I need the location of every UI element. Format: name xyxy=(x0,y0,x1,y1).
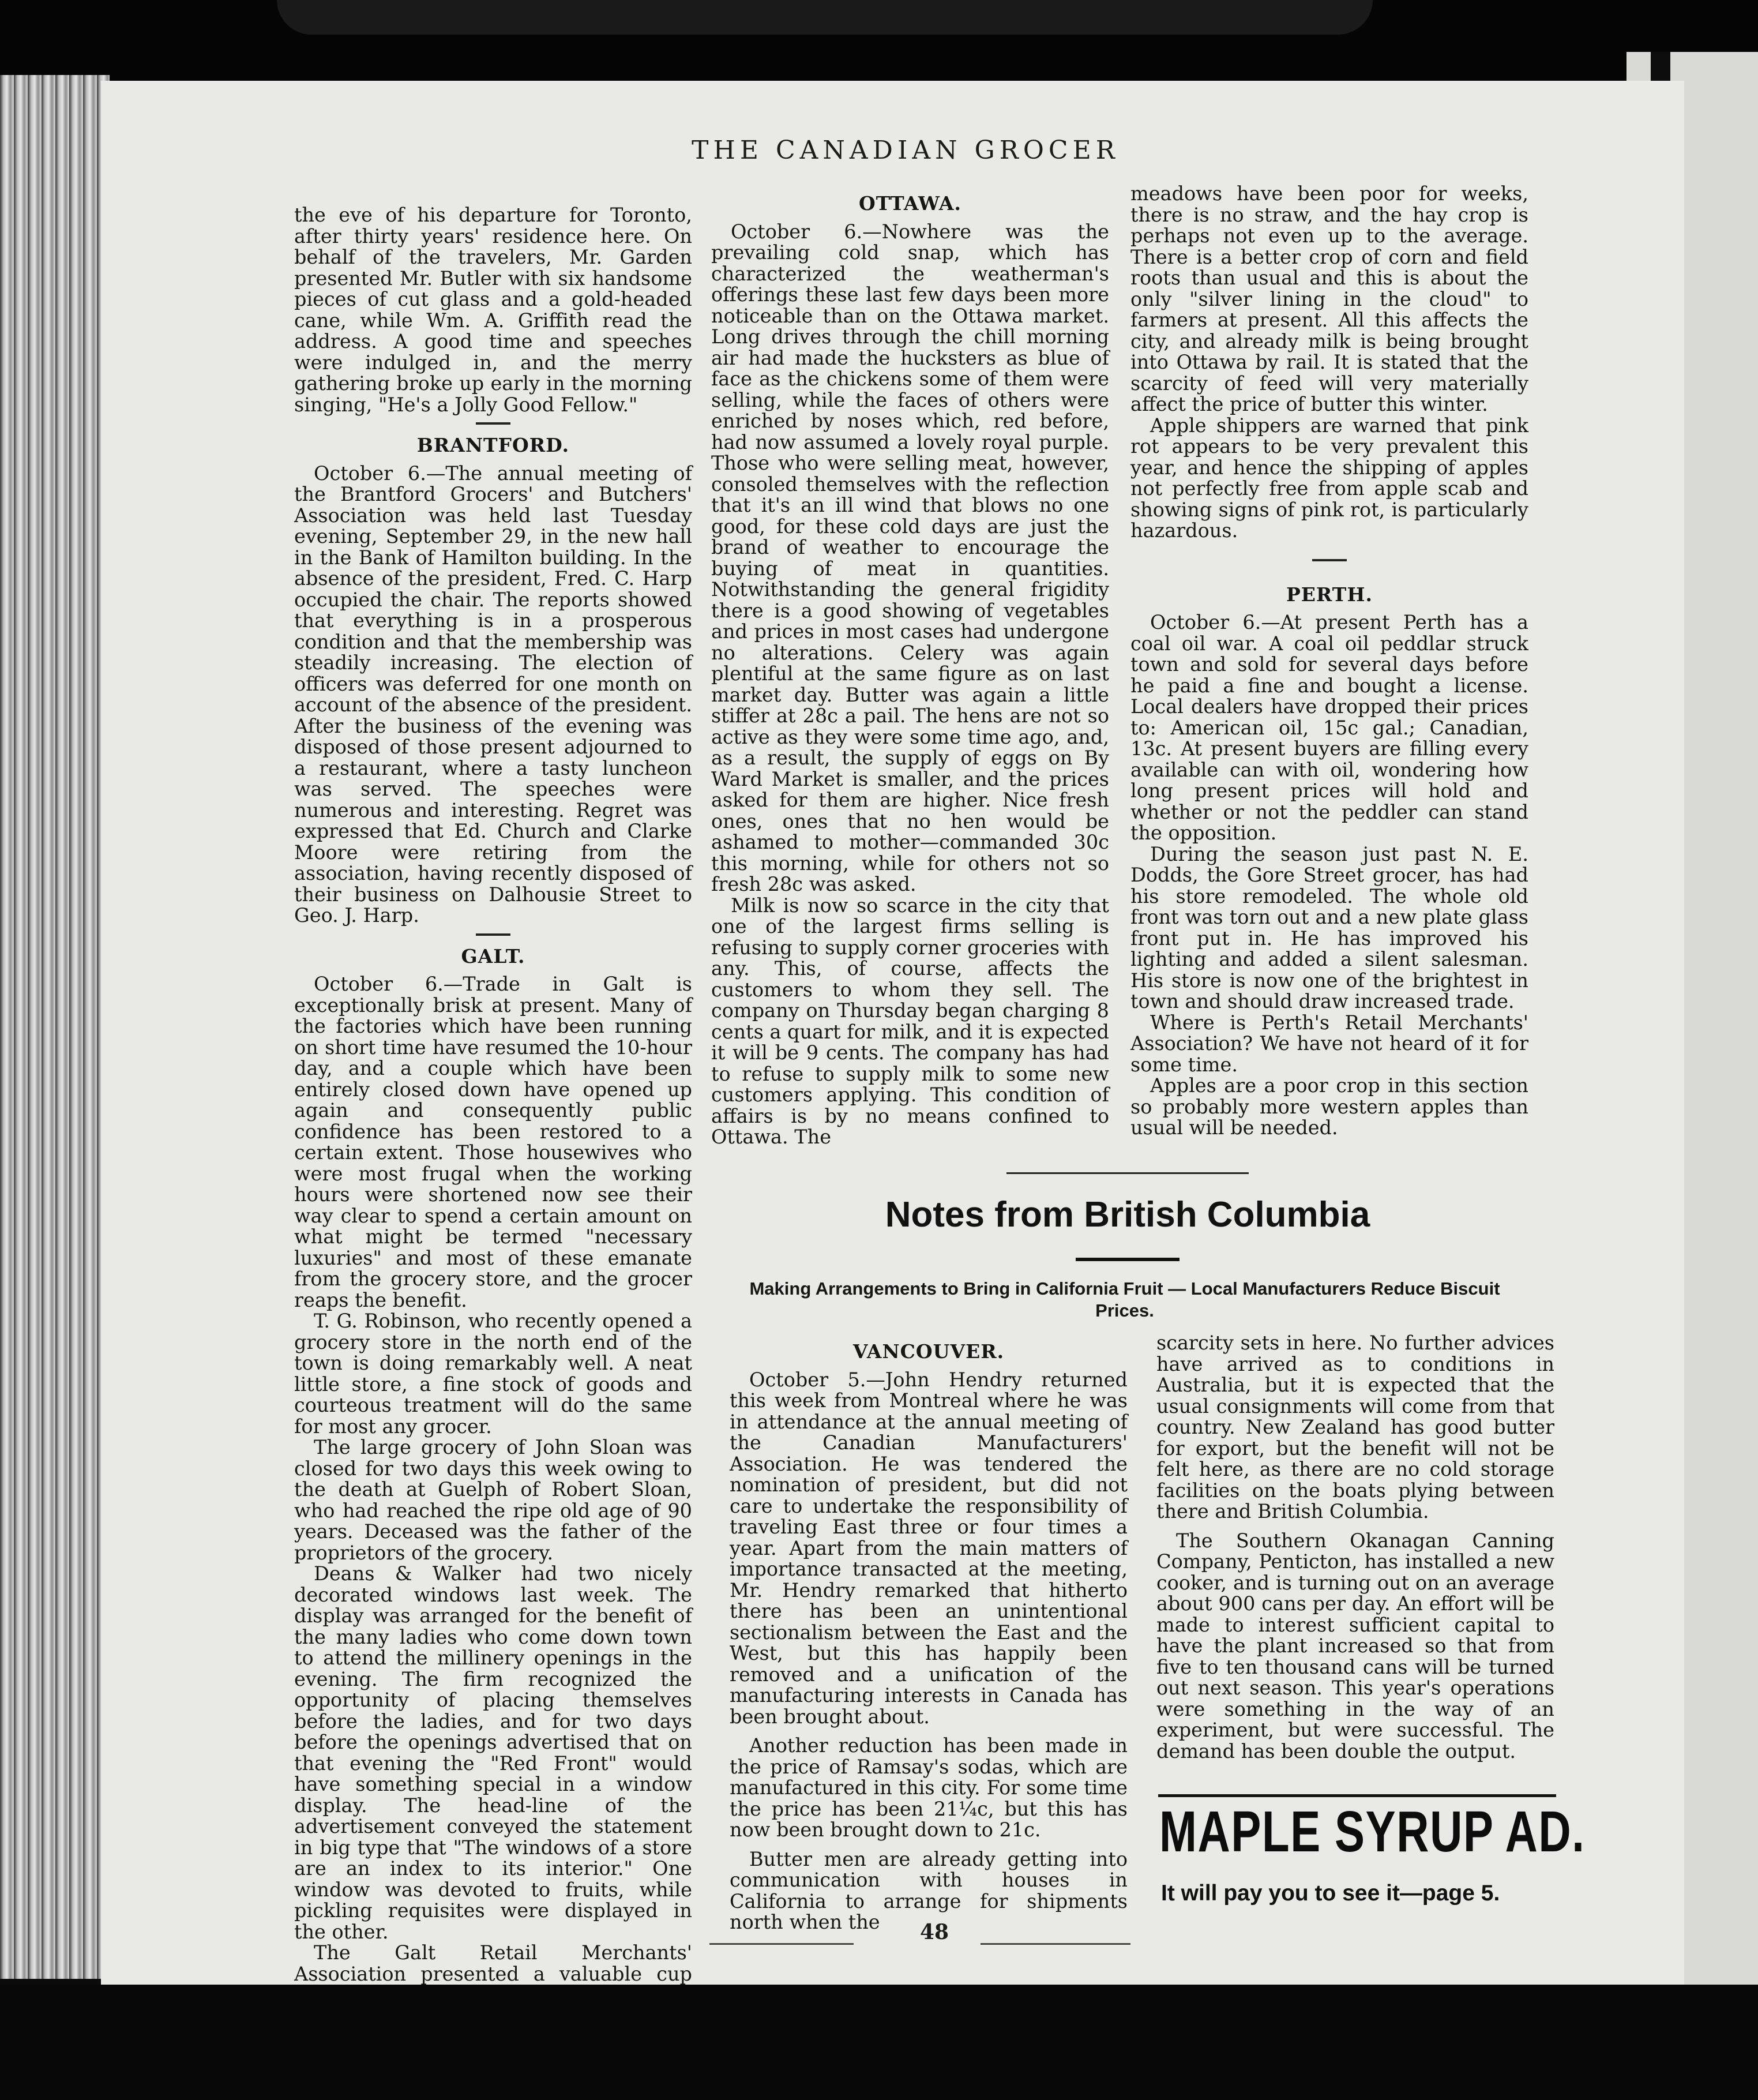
footer-rule xyxy=(709,1943,854,1945)
ad-headline: MAPLE SYRUP AD. xyxy=(1159,1799,1586,1864)
title-rule xyxy=(1006,1172,1249,1174)
scan-shadow xyxy=(277,0,1373,35)
paragraph: Butter men are already getting into communication with houses in California to arrange for shipments north when the xyxy=(730,1847,1128,1933)
paragraph: T. G. Robinson, who recently opened a grocery store in the north end of the town is doing remarkably well. A neat little store, a fine stock of goods and courteous treatment will do the same for most any grocer. xyxy=(294,1310,692,1438)
section-rule xyxy=(1312,559,1347,561)
paragraph: Deans & Walker had two nicely decorated windows last week. The display was arranged for the benefit of the many ladies who come down town to attend the millinery openings in the evening. The firm recognized the opportunity of placing themselves before the ladies, and for two days before the openings advertised that on that evening the "Red Front" would have something special in a window display. The head-line of the advertisement conveyed the statement in big type that "The windows of a store are an index to its interior." One window was devoted to fruits, while pickling requisites were displayed in the other. xyxy=(294,1562,692,1943)
paragraph: During the season just past N. E. Dodds, the Gore Street grocer, has had his store remodeled. The whole old front was torn out and a new plate glass front put in. He has improved his lighting and added a silent salesman. His store is now one of the brightest in town and should draw increased trade. xyxy=(1130,842,1528,1012)
footer-rule xyxy=(981,1943,1130,1945)
paragraph: October 6.—Nowhere was the prevailing cold snap, which has characterized the weatherman's offerings these last few days been more noticeable than on the Ottawa market. Long drives through the chill morning air had made the hucksters as blue of face as the chickens some of them were selling, while the faces of others were enriched by noses which, red before, had now assumed a lovely royal purple. Those who were selling meat, however, consoled themselves with the reflection that it's an ill wind that blows no one good, for these cold days are just the brand of weather to encourage the buying of meat in quantities. Notwithstanding the general frigidity there is a good showing of vegetables and prices in most cases had undergone no alterations. Celery was again plentiful at the same figure as on last market day. Butter was again a little stiffer at 28c a pail. The hens are not so active as they were some time ago, and, as a result, the supply of eggs on By Ward Market is smaller, and the prices asked for them are higher. Nice fresh ones, ones that no hen would be ashamed to mother—commanded 30c this morning, while for others not so fresh 28c was asked. xyxy=(711,220,1109,895)
column-1 xyxy=(294,205,692,2048)
paragraph: Apple shippers are warned that pink rot appears to be very prevalent this year, and hence the shipping of apples not perfectly free from apple scab and showing signs of pink rot, is particularly hazardous. xyxy=(1130,414,1528,542)
section-heading-brantford: BRANTFORD. xyxy=(416,434,570,456)
scan-bottom-border xyxy=(0,1985,1758,2100)
ad-tagline: It will pay you to see it—page 5. xyxy=(1161,1881,1500,1906)
paragraph: Milk is now so scarce in the city that one of the largest firms selling is refusing to supply corner groceries with any. This, of course, affects the customers to whom they sell. The company on Thursday began charging 8 cents a quart for milk, and it is expected it will be 9 cents. The company has had to refuse to supply milk to some new customers applying. This condition of affairs is by no means confined to Ottawa. The xyxy=(711,894,1109,1148)
section-heading-perth: PERTH. xyxy=(1286,583,1373,606)
paragraph: Where is Perth's Retail Merchants' Association? We have not heard of it for some time. xyxy=(1130,1011,1528,1076)
section-subtitle: Making Arrangements to Bring in California Fruit — Local Manufacturers Reduce Biscuit Prices. xyxy=(749,1278,1500,1321)
page-number: 48 xyxy=(919,1920,949,1944)
paragraph: meadows have been poor for weeks, there is no straw, and the hay crop is perhaps not even up to the average. There is a better crop of corn and field roots than usual and this is about the only "silver lining in the cloud" to farmers at present. All this affects the city, and already milk is being brought into Ottawa by rail. It is stated that the scarcity of feed will very materially affect the price of butter this winter. xyxy=(1130,182,1528,415)
paragraph: October 5.—John Hendry returned this week from Montreal where he was in attendance at the annual meeting of the Canadian Manufacturers' Association. He was tendered the nomination of president, but did not care to undertake the responsibility of traveling East three or four times a year. Apart from the main matters of importance transacted at the meeting, Mr. Hendry remarked that hitherto there has been an unintentional sectionalism between the East and the West, but this has happily been removed and a unification of the manufacturing interests in Canada has been brought about. xyxy=(730,1368,1128,1728)
paragraph: The Galt Retail Merchants' Association presented a valuable cup xyxy=(294,1941,692,1985)
paragraph: Another reduction has been made in the price of Ramsay's sodas, which are manufactured in this city. For some time the price has been 21¼c, but this has now been brought down to 21c. xyxy=(730,1734,1128,1841)
column-4 xyxy=(730,1341,1128,1933)
section-heading-vancouver: VANCOUVER. xyxy=(852,1340,1005,1363)
running-header: THE CANADIAN GROCER xyxy=(692,136,1120,165)
section-heading-galt: GALT. xyxy=(461,944,525,967)
paragraph: The large grocery of John Sloan was closed for two days this week owing to the death at Guelph of Robert Sloan, who had reached the ripe old age of 90 years. Deceased was the father of the proprietors of the grocery. xyxy=(294,1436,692,1564)
paragraph: scarcity sets in here. No further advices have arrived as to conditions in Australia, but it is expected that the usual consignments will come from that country. New Zealand has good butter for export, but the benefit will not be felt here, as there are no cold storage facilities on the boats plying between there and British Columbia. xyxy=(1156,1332,1554,1522)
section-heading-ottawa: OTTAWA. xyxy=(859,192,961,215)
paragraph: October 6.—The annual meeting of the Brantford Grocers' and Butchers' Association was held last Tuesday evening, September 29, in the new hall in the Bank of Hamilton building. In the absence of the president, Fred. C. Harp occupied the chair. The reports showed that everything is in a prosperous condition and that the membership was steadily increasing. The election of officers was deferred for one month on account of the absence of the president. After the business of the evening was disposed of those present adjourned to a restaurant, where a tasty luncheon was served. The speeches were numerous and interesting. Regret was expressed that Ed. Church and Clarke Moore were retiring from the association, having recently disposed of their business on Dalhousie Street to Geo. J. Harp. xyxy=(294,462,692,927)
section-title: Notes from British Columbia xyxy=(885,1195,1370,1235)
paragraph: The Southern Okanagan Canning Company, Penticton, has installed a new cooker, and is turning out on an average about 900 cans per day. An effort will be made to interest sufficient capital to have the plant increased so that from five to ten thousand cans will be turned out next season. This year's operations were something in the way of an experiment, but were successful. The demand has been double the output. xyxy=(1156,1529,1554,1762)
title-underline xyxy=(1076,1258,1179,1261)
paragraph: the eve of his departure for Toronto, after thirty years' residence here. On behalf of the travelers, Mr. Garden presented Mr. Butler with six handsome pieces of cut glass and a gold-headed cane, while Wm. A. Griffith read the address. A good time and speeches were indulged in, and the merry gathering broke up early in the morning singing, "He's a Jolly Good Fellow." xyxy=(294,204,692,416)
section-rule xyxy=(476,933,510,936)
book-page-edges xyxy=(0,75,110,1979)
paragraph: Apples are a poor crop in this section so probably more western apples than usual will be needed. xyxy=(1130,1074,1528,1139)
paragraph: October 6.—At present Perth has a coal oil war. A coal oil peddlar struck town and sold for several days before he paid a fine and bought a license. Local dealers have dropped their prices to: American oil, 15c gal.; Canadian, 13c. At present buyers are filling every available can with oil, wondering how long present prices will hold and whether or not the peddler can stand the opposition. xyxy=(1130,611,1528,844)
column-5 xyxy=(1156,1333,1554,1762)
column-2 xyxy=(711,193,1109,1148)
column-3 xyxy=(1130,183,1528,1139)
ad-rule xyxy=(1158,1794,1556,1797)
section-rule xyxy=(476,422,510,425)
paragraph: October 6.—Trade in Galt is exceptionally brisk at present. Many of the factories which have been running on short time have resumed the 10-hour day, and a couple which have been entirely closed down have opened up again and consequently public confidence has been restored to a certain extent. Those housewives who were most frugal when the working hours were shortened now see their way clear to spend a certain amount on what might be termed "necessary luxuries" and most of these emanate from the grocery store, and the grocer reaps the benefit. xyxy=(294,973,692,1311)
